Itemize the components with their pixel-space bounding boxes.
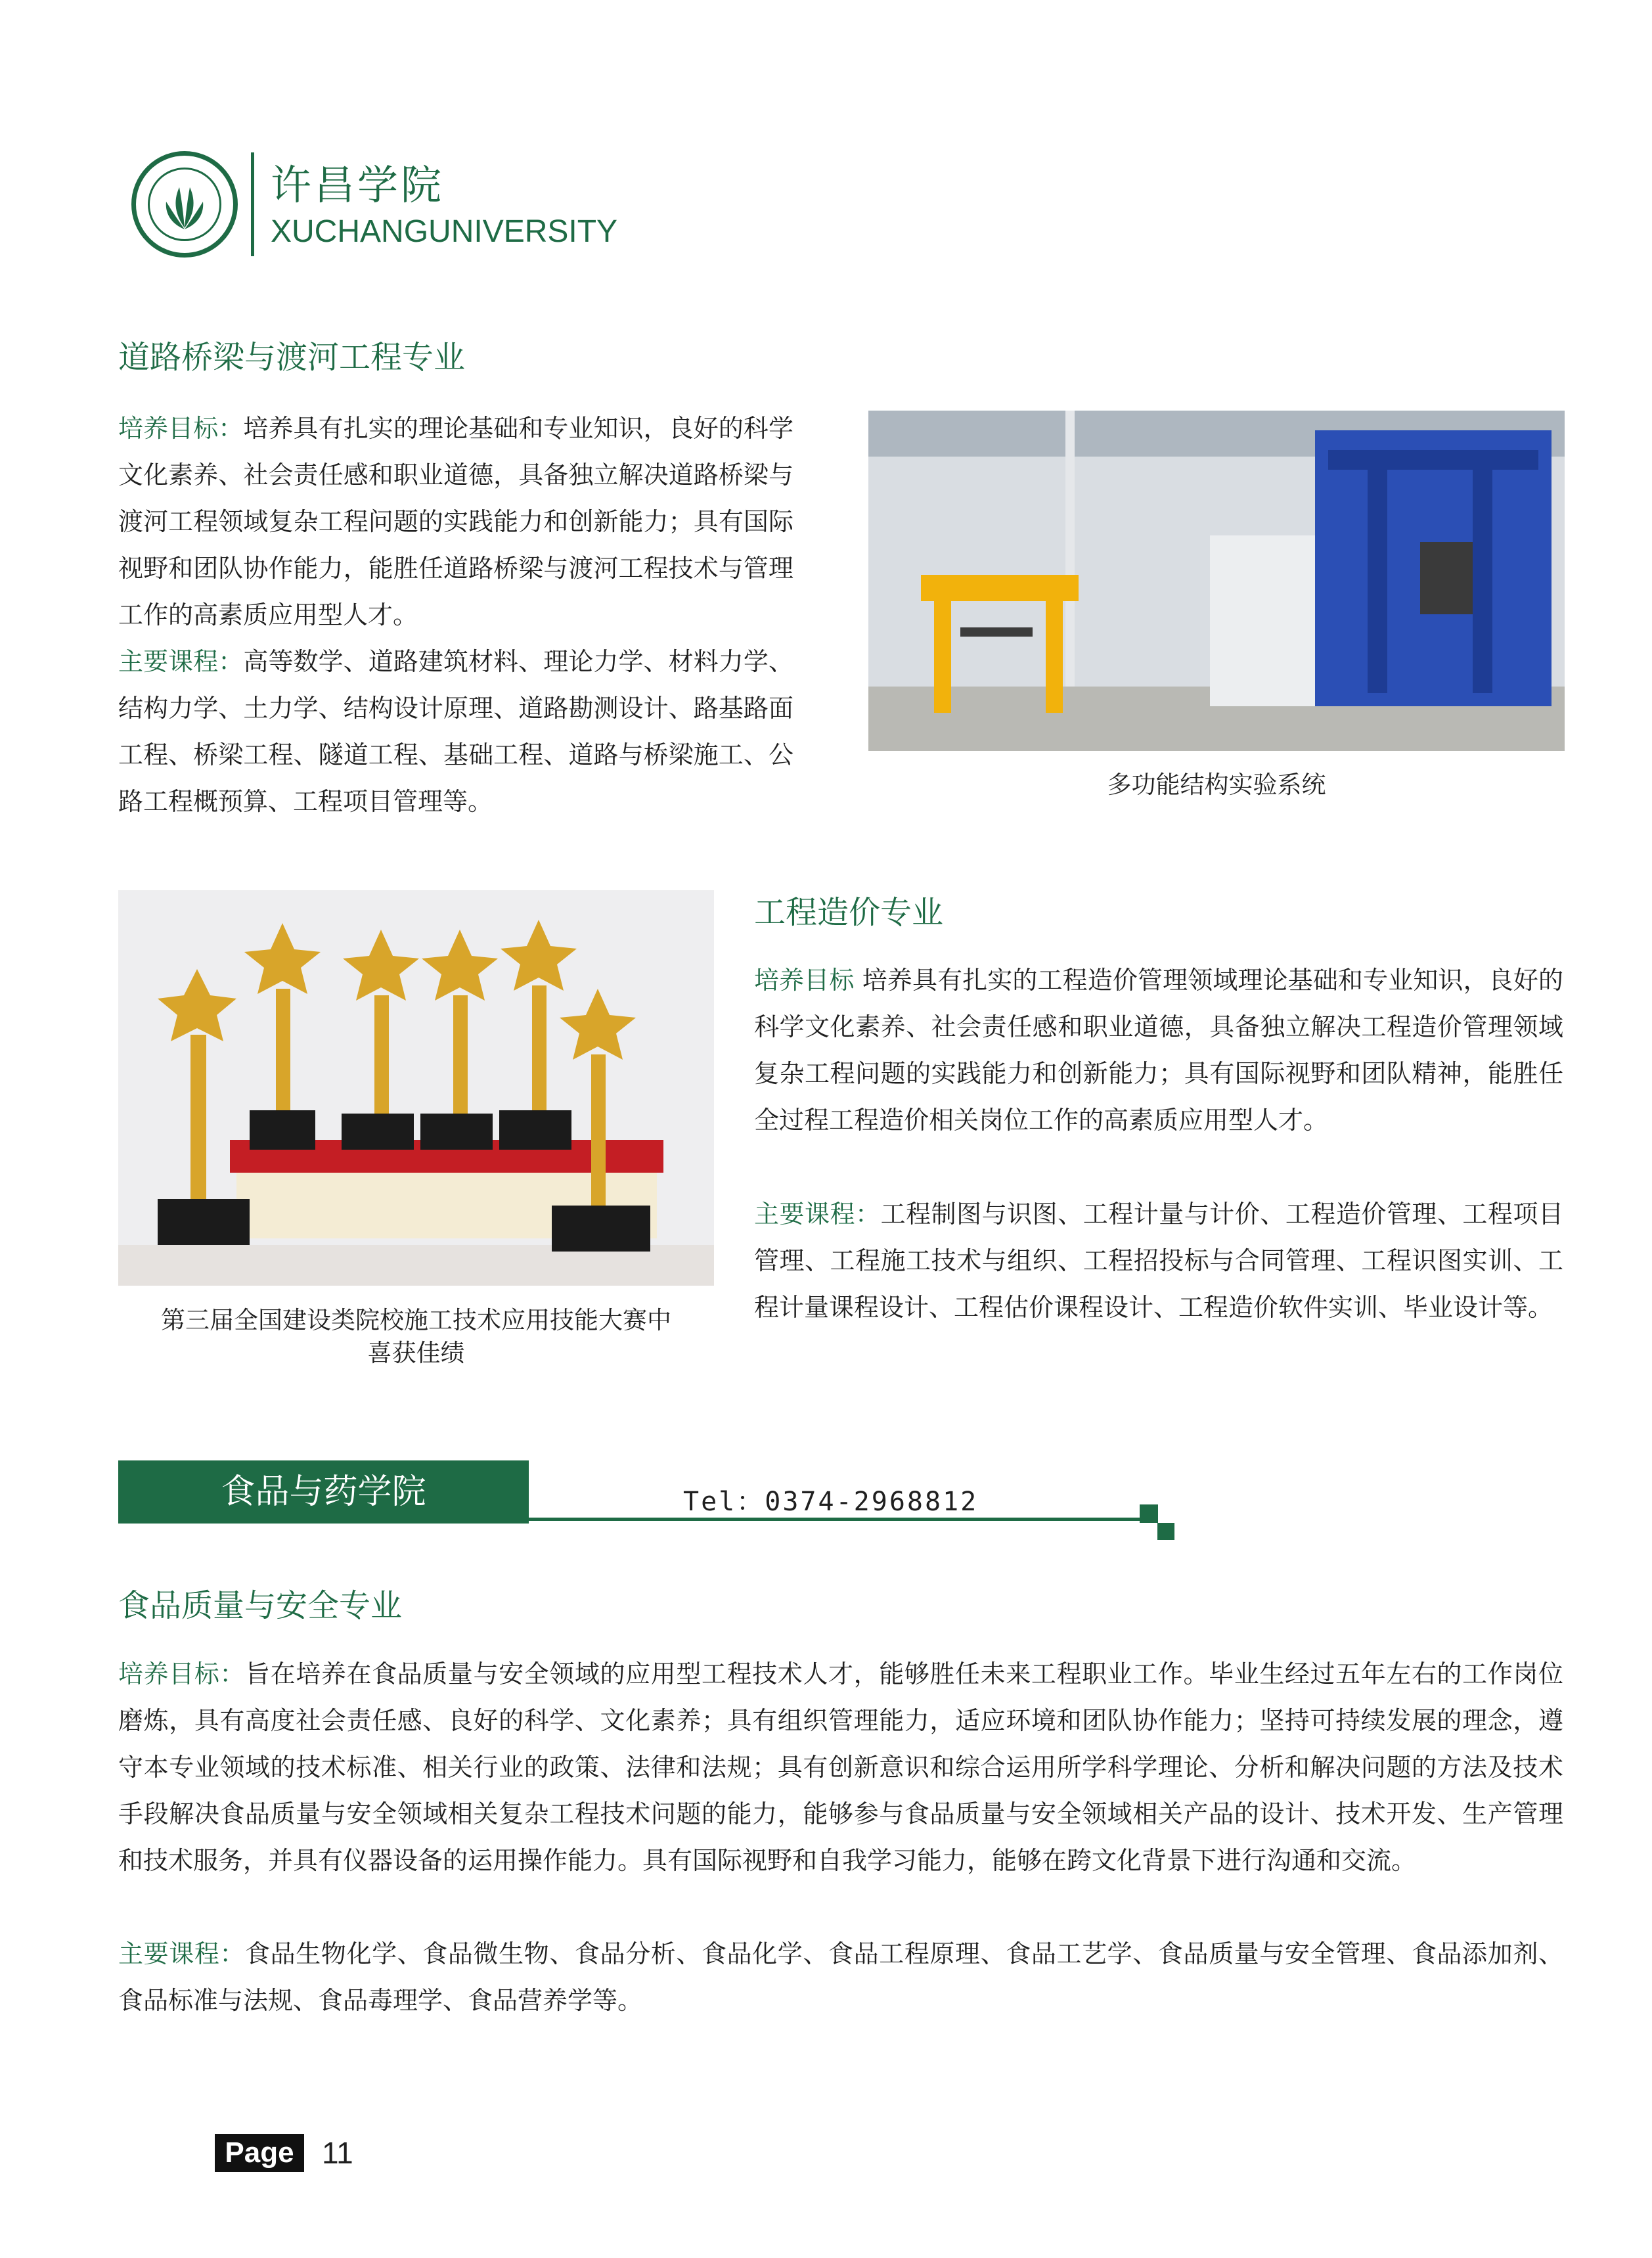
major1-courses (118, 639, 793, 825)
goal-text: 培养具有扎实的理论基础和专业知识，良好的科学文化素养、社会责任感和职业道德，具备独立解决道路桥梁与渡河工程领域复杂工程问题的实践能力和创新能力；具有国际视野和团队协作能力，能胜任道路桥梁与渡河工程技术与管理工作的高素质应用型人才。 (118, 414, 793, 629)
course-label: 主要课程： (118, 1939, 246, 1968)
course-label: 主要课程： (118, 647, 244, 676)
major-title-cost-engineering: 工程造价专业 (754, 894, 944, 931)
trophies-caption-line1: 第三届全国建设类院校施工技术应用技能大赛中 (161, 1306, 671, 1334)
page-label: Page (215, 2134, 304, 2172)
course-text: 工程制图与识图、工程计量与计价、工程造价管理、工程项目管理、工程施工技术与组织、工程招投标与合同管理、工程识图实训、工程计量课程设计、工程估价课程设计、工程造价软件实训、毕业设计等。 (754, 1200, 1563, 1322)
goal-text: 旨在培养在食品质量与安全领域的应用型工程技术人才，能够胜任未来工程职业工作。毕业生经过五年左右的工作岗位磨炼，具有高度社会责任感、良好的科学、文化素养；具有组织管理能力，适应环境和团队协作能力；坚持可持续发展的理念，遵守本专业领域的技术标准、相关行业的政策、法律和法规；具有创新意识和综合运用所学科学理论、分析和解决问题的方法及技术手段解决食品质量与安全领域相关复杂工程技术问题的能力，能够参与食品质量与安全领域相关产品的设计、技术开发、生产管理和技术服务，并具有仪器设备的运用操作能力。具有国际视野和自我学习能力，能够在跨文化背景下进行沟通和交流。 (118, 1660, 1563, 1875)
page-number: 11 (322, 2136, 353, 2170)
course-text: 高等数学、道路建筑材料、理论力学、材料力学、结构力学、土力学、结构设计原理、道路勘测设计、路基路面工程、桥梁工程、隧道工程、基础工程、道路与桥梁施工、公路工程概预算、工程项目管理等。 (118, 647, 793, 816)
trophies-photo (118, 890, 714, 1286)
major2-courses (754, 1191, 1563, 1331)
major3-goal (118, 1651, 1563, 1884)
trophies-caption (118, 1304, 714, 1370)
goal-text: 培养具有扎实的工程造价管理领域理论基础和专业知识，良好的科学文化素养、社会责任感和职业道德，具备独立解决工程造价管理领域复杂工程问题的实践能力和创新能力；具有国际视野和团队精神，能胜任全过程工程造价相关岗位工作的高素质应用型人才。 (754, 966, 1563, 1135)
course-label: 主要课程： (754, 1200, 881, 1229)
goal-label: 培养目标： (118, 1660, 246, 1688)
logo-divider (251, 152, 254, 256)
goal-label: 培养目标： (118, 414, 244, 443)
major2-goal (754, 957, 1563, 1144)
department-name: 食品与药学院 (221, 1472, 426, 1512)
school-name-cn: 许昌学院 (271, 161, 445, 209)
school-logo (131, 151, 238, 258)
rule-square-decoration (1157, 1523, 1174, 1540)
trophies-caption-line2: 喜获佳绩 (367, 1339, 465, 1367)
major3-courses (118, 1931, 1563, 2024)
rule-square-decoration (1140, 1504, 1158, 1523)
department-tel: Tel：0374-2968812 (683, 1487, 979, 1517)
lab-photo-caption: 多功能结构实验系统 (1107, 771, 1326, 799)
major-title-food-safety: 食品质量与安全专业 (118, 1587, 403, 1624)
goal-label: 培养目标 (754, 966, 855, 995)
course-text: 食品生物化学、食品微生物、食品分析、食品化学、食品工程原理、食品工艺学、食品质量与安全管理、食品添加剂、食品标准与法规、食品毒理学、食品营养学等。 (118, 1939, 1563, 2015)
structural-lab-photo (868, 411, 1565, 751)
school-name-en: XUCHANGUNIVERSITY (271, 214, 618, 249)
major-title-road-bridge: 道路桥梁与渡河工程专业 (118, 339, 466, 376)
leaf-icon (136, 156, 233, 253)
major1-goal (118, 405, 793, 639)
